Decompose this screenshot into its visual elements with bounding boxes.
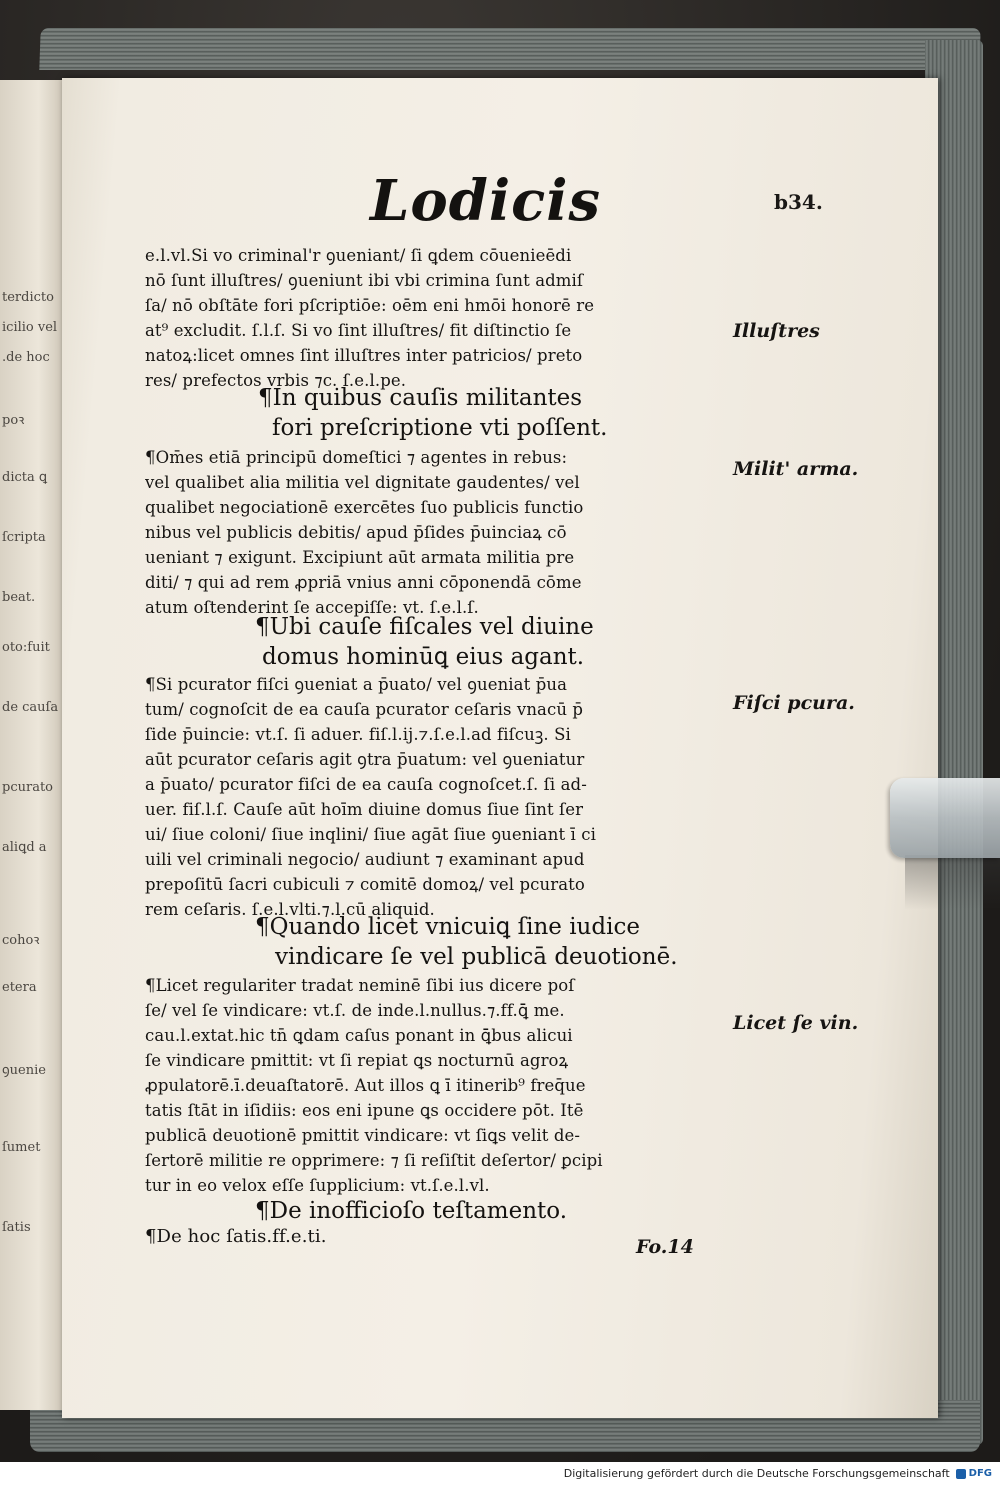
facing-page-text: oto:fuit xyxy=(2,640,50,655)
facing-page-text: etera xyxy=(2,980,37,995)
dfg-logo xyxy=(956,1468,992,1479)
section-heading: domus hominūꝗ eius agant. xyxy=(262,644,585,670)
margin-note: Milit' arma. xyxy=(733,458,859,480)
text-line: e.l.vl.Si vo criminal'r ꝯueniant/ ſi ꝗdem cōuenieēdi xyxy=(145,246,572,265)
dfg-logo-icon xyxy=(956,1469,966,1479)
text-line: ui/ ſiue coloni/ ſiue inqlini/ ſiue agāt ſiue ꝯueniant ī ci xyxy=(145,825,596,844)
book-top-edge xyxy=(39,28,980,70)
margin-note: Licet ſe vin. xyxy=(733,1012,859,1034)
facing-page-text: ſumet xyxy=(2,1140,41,1155)
text-line: a p̄uato/ pcurator fiſci de ea cauſa cognoſcet.ſ. ſi ad- xyxy=(145,775,587,794)
running-title: Lodicis xyxy=(370,168,602,234)
text-line: uili vel criminali negocio/ audiunt ⁊ examinant apud xyxy=(145,850,585,869)
text-line: ¶Om̄es etiā principū domeſtici ⁊ agentes in rebus: xyxy=(145,448,568,467)
text-line: tum/ cognoſcit de ea cauſa pcurator ceſaris vnacū p̄ xyxy=(145,700,584,719)
facing-page-text: pcurato xyxy=(2,780,53,795)
facing-page-text: ꝯuenie xyxy=(2,1063,46,1078)
section-heading: ¶Ubi cauſe fiſcales vel diuine xyxy=(255,614,594,640)
text-line: ueniant ⁊ exigunt. Excipiunt aūt armata militia pre xyxy=(145,548,575,567)
text-line: tatis ſtāt in iſidiis: eos eni ipune ꝗs occidere pōt. Itē xyxy=(145,1101,584,1120)
text-line: vel qualibet alia militia vel dignitate gaudentes/ vel xyxy=(145,473,580,492)
paragraph-fiscales xyxy=(145,672,735,922)
text-line: ¶De hoc ſatis.ff.e.ti. xyxy=(145,1226,327,1247)
text-line: res/ prefectos vrbis ⁊c. ſ.e.l.pe. xyxy=(145,371,407,390)
margin-note: Fiſci pcura. xyxy=(733,692,855,714)
text-line: ſe vindicare pmittit: vt ſi repiat ꝗs nocturnū agroꝝ xyxy=(145,1051,569,1070)
facing-page-text: icilio vel xyxy=(2,320,58,335)
text-line: atum oſtenderint ſe accepiſſe: vt. ſ.e.l.ſ. xyxy=(145,598,479,617)
facing-page-text: terdicto xyxy=(2,290,54,305)
section-heading: vindicare ſe vel publicā deuotionē. xyxy=(275,944,678,970)
paragraph-militantes xyxy=(145,445,735,620)
facing-page-text: de cauſa xyxy=(2,700,59,715)
text-line: ſe/ vel ſe vindicare: vt.ſ. de inde.l.nullus.⁊.ff.ꝗ̄ me. xyxy=(145,1001,565,1020)
text-line: diti/ ⁊ qui ad rem ꝓpriā vnius anni cōponendā cōme xyxy=(145,573,582,592)
section-heading: ¶De inofficioſo teſtamento. xyxy=(255,1198,568,1224)
folio-number-bottom: Fo.14 xyxy=(636,1236,694,1258)
text-line: ¶Si pcurator fiſci ꝯueniat a p̄uato/ vel ꝯueniat p̄ua xyxy=(145,675,568,694)
text-line: at⁹ excludit. ſ.l.ſ. Si vo ſint illuſtres/ fit diſtinctio ſe xyxy=(145,321,572,340)
section-heading: ¶In quibus cauſis militantes xyxy=(258,385,583,411)
facing-page-text: ſcripta xyxy=(2,530,46,545)
text-line: ſa/ nō obſtāte fori pſcriptiōe: oēm eni hmōi honorē re xyxy=(145,296,595,315)
facing-page-text: beat. xyxy=(2,590,36,605)
clip-shadow xyxy=(905,855,1000,910)
facing-page-text: aliꝗd a xyxy=(2,840,47,855)
text-line: ſide p̄uincie: vt.ſ. ſi aduer. fiſ.l.ij.⁊.ſ.e.l.ad fiſcuꝫ. Si xyxy=(145,725,571,744)
dfg-logo-text: DFG xyxy=(968,1468,992,1479)
text-line: cau.l.extat.hic tn̄ ꝗdam caſus ponant in ꝗ̄bus alicui xyxy=(145,1026,573,1045)
text-line: tur in eo velox eſſe ſupplicium: vt.ſ.e.l.vl. xyxy=(145,1176,490,1195)
text-line: ſertorē militie re opprimere: ⁊ ſi reſiſtit deſertor/ ꝑcipi xyxy=(145,1151,603,1170)
text-line: ¶Licet regulariter tradat neminē ſibi ius dicere poſ xyxy=(145,976,575,995)
margin-note: Illuſtres xyxy=(733,320,820,342)
paragraph-vindicare xyxy=(145,973,735,1198)
footer-credit: Digitalisierung gefördert durch die Deutsche Forschungsgemeinschaft xyxy=(563,1467,950,1480)
text-line: nō ſunt illuſtres/ ꝯueniunt ibi vbi crimina ſunt admiſ xyxy=(145,271,584,290)
section-heading: fori preſcriptione vti poſſent. xyxy=(272,415,608,441)
facing-page-text: dicta ꝗ xyxy=(2,470,48,485)
facing-page-text: .de hoc xyxy=(2,350,50,365)
digitization-footer xyxy=(0,1462,1000,1485)
facing-page-text: poꝛ xyxy=(2,413,25,428)
page-clip xyxy=(890,778,1000,858)
text-line: prepoſitū ſacri cubiculi ⁊ comitē domoꝝ/ vel pcurato xyxy=(145,875,585,894)
facing-page-text: cohoꝛ xyxy=(2,933,40,948)
text-line: publicā deuotionē pmittit vindicare: vt ſiꝗs velit de- xyxy=(145,1126,581,1145)
text-line: ꝓpulatorē.ī.deuaſtatorē. Aut illos ꝗ ī itinerib⁹ freq̄ue xyxy=(145,1076,586,1095)
facing-page-text: ſatis xyxy=(2,1220,31,1235)
facing-page-fragment xyxy=(0,80,64,1410)
folio-number-top: b34. xyxy=(774,190,823,214)
text-line: natoꝝ:licet omnes ſint illuſtres inter patricios/ preto xyxy=(145,346,583,365)
text-line: uer. fiſ.l.ſ. Cauſe aūt hoīm diuine domus ſiue ſint ſer xyxy=(145,800,584,819)
intro-paragraph xyxy=(145,243,735,393)
text-line: aūt pcurator ceſaris agit ꝯtra p̄uatum: vel ꝯueniatur xyxy=(145,750,585,769)
text-line: qualibet negociationē exercētes ſuo publicis functio xyxy=(145,498,584,517)
section-heading: ¶Quando licet vnicuiꝗ ſine iudice xyxy=(255,914,640,940)
text-line: rem ceſaris. ſ.e.l.vlti.⁊.l.cū aliquid. xyxy=(145,900,435,919)
text-line: nibus vel publicis debitis/ apud p̄ſides p̄uinciaꝝ cō xyxy=(145,523,567,542)
